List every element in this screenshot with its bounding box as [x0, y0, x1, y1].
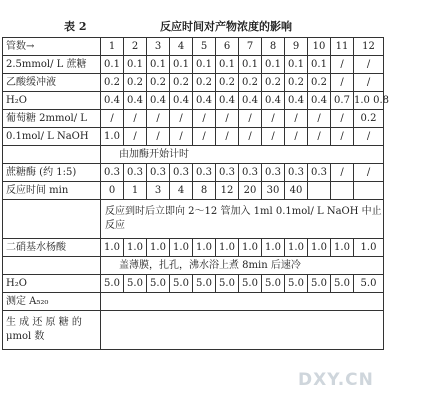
table-cell: /: [262, 128, 285, 146]
table-cell: /: [285, 110, 308, 128]
table-cell: 1.0: [124, 239, 147, 257]
table-cell: 1.0: [354, 239, 384, 257]
table-cell: 0.2: [262, 74, 285, 92]
table-cell: /: [216, 128, 239, 146]
col-header: 7: [239, 38, 262, 56]
table-cell: 0.1: [193, 56, 216, 74]
table-cell: 0.7: [331, 92, 354, 110]
table-cell: 5.0: [308, 275, 331, 293]
col-header: 6: [216, 38, 239, 56]
table-cell: 40: [285, 182, 308, 200]
table-row: [3, 128, 384, 146]
table-cell: 0.4: [170, 92, 193, 110]
watermark-logo: DXY.CN: [298, 370, 374, 390]
table-cell: 0.2: [101, 74, 124, 92]
table-cell: 5.0: [239, 275, 262, 293]
table-cell: /: [170, 110, 193, 128]
table-cell: /: [285, 128, 308, 146]
table-cell: 5.0: [331, 275, 354, 293]
table-cell: /: [354, 164, 384, 182]
table-cell: /: [262, 110, 285, 128]
table-cell: 0.3: [308, 164, 331, 182]
table-cell: 0.3: [216, 164, 239, 182]
table-row: [3, 146, 384, 164]
table-row: [3, 275, 384, 293]
table-cell: 4: [170, 182, 193, 200]
row-label: H₂O: [3, 92, 101, 110]
row-label: 葡萄糖 2mmol/ L: [3, 110, 101, 128]
table-cell: 0.1: [285, 56, 308, 74]
note-enzyme-timing: 由加酶开始计时: [101, 146, 384, 164]
row-label: 反应时间 min: [3, 182, 101, 200]
table-cell: 0.1: [101, 56, 124, 74]
table-cell: 0.4: [216, 92, 239, 110]
table-cell: 0.3: [170, 164, 193, 182]
header-row: [3, 38, 384, 56]
table-cell: /: [331, 74, 354, 92]
table-row: [3, 182, 384, 200]
table-row: [3, 239, 384, 257]
table-cell: /: [331, 56, 354, 74]
table-cell: /: [193, 110, 216, 128]
table-cell: 30: [262, 182, 285, 200]
table-cell: 1.0: [193, 239, 216, 257]
table-cell: 0.1: [147, 56, 170, 74]
row-label: 生 成 还 原 糖 的 μmol 数: [3, 311, 101, 350]
note-stop-reaction: 反应到时后立即向 2～12 管加入 1ml 0.1mol/ L NaOH 中止反应: [101, 200, 384, 239]
table-cell: /: [193, 128, 216, 146]
row-label: 测定 A₅₂₀: [3, 293, 101, 311]
table-cell: 0.4: [147, 92, 170, 110]
table-cell: 1.0: [101, 128, 124, 146]
table-cell: 0.4: [308, 92, 331, 110]
table-cell: 1.0: [308, 239, 331, 257]
row-label: 蔗糖酶 (约 1:5): [3, 164, 101, 182]
table-cell: 0.1: [308, 56, 331, 74]
table-cell: 0.3: [147, 164, 170, 182]
table-cell: /: [331, 128, 354, 146]
table-cell: 0.3: [124, 164, 147, 182]
table-cell: 5.0: [354, 275, 384, 293]
table-cell: 0.2: [170, 74, 193, 92]
table-cell: 0.3: [193, 164, 216, 182]
table-caption: [0, 18, 438, 34]
table-cell: 8: [193, 182, 216, 200]
table-cell: 0.1: [170, 56, 193, 74]
table-cell: 0.2: [308, 74, 331, 92]
col-header: 10: [308, 38, 331, 56]
table-cell: 0.2: [239, 74, 262, 92]
table-cell: 1.0: [331, 239, 354, 257]
table-cell: /: [331, 164, 354, 182]
col-header: 9: [285, 38, 308, 56]
col-header: 8: [262, 38, 285, 56]
row-label: 2.5mmol/ L 蔗糖: [3, 56, 101, 74]
table-cell: 1.0: [239, 239, 262, 257]
table-cell: /: [354, 74, 384, 92]
table-cell: /: [331, 110, 354, 128]
table-row: [3, 110, 384, 128]
col-header: 3: [147, 38, 170, 56]
table-cell: 20: [239, 182, 262, 200]
table-cell: /: [216, 110, 239, 128]
table-cell: 1.0: [101, 239, 124, 257]
row-label: 0.1mol/ L NaOH: [3, 128, 101, 146]
table-cell: 3: [147, 182, 170, 200]
col-header: 5: [193, 38, 216, 56]
table-row: [3, 311, 384, 350]
table-cell: 0.4: [124, 92, 147, 110]
table-cell: 1.0: [170, 239, 193, 257]
row-label-empty: [3, 146, 101, 164]
table-cell: /: [101, 110, 124, 128]
table-cell: 0.2: [354, 110, 384, 128]
table-cell: 5.0: [262, 275, 285, 293]
table-cell: 1.0: [262, 239, 285, 257]
row-label-empty: [3, 200, 101, 239]
table-cell: [308, 182, 331, 200]
table-cell: /: [308, 110, 331, 128]
table-cell: 1.0: [147, 239, 170, 257]
table-cell: 5.0: [285, 275, 308, 293]
table-cell: /: [124, 128, 147, 146]
empty-cell: [101, 293, 384, 311]
empty-cell: [101, 311, 384, 350]
table-cell: 0.4: [262, 92, 285, 110]
table-row: [3, 74, 384, 92]
table-cell: 0: [101, 182, 124, 200]
table-cell: 0.3: [285, 164, 308, 182]
col-header: 12: [354, 38, 384, 56]
table-cell: 0.2: [285, 74, 308, 92]
table-cell: 0.4: [239, 92, 262, 110]
col-header: 2: [124, 38, 147, 56]
table-cell: 0.2: [216, 74, 239, 92]
table-cell: 5.0: [170, 275, 193, 293]
table-cell: 0.4: [285, 92, 308, 110]
table-cell: 5.0: [124, 275, 147, 293]
table-row: [3, 56, 384, 74]
col-header: 11: [331, 38, 354, 56]
row-label: 乙酸缓冲液: [3, 74, 101, 92]
table-cell: 5.0: [101, 275, 124, 293]
table-cell: 0.1: [124, 56, 147, 74]
reaction-table: [2, 37, 389, 350]
row-label: H₂O: [3, 275, 101, 293]
table-row: [3, 164, 384, 182]
table-cell: 0.4: [101, 92, 124, 110]
table-cell: /: [354, 56, 384, 74]
table-cell: 0.3: [239, 164, 262, 182]
table-row: [3, 200, 384, 239]
table-cell: 5.0: [216, 275, 239, 293]
table-cell: /: [239, 128, 262, 146]
row-label-empty: [3, 257, 101, 275]
table-cell: 5.0: [193, 275, 216, 293]
table-cell: 0.3: [262, 164, 285, 182]
note-boil: 盖薄膜，扎孔，沸水浴上煮 8min 后速冷: [101, 257, 384, 275]
table-cell: /: [239, 110, 262, 128]
table-cell: /: [147, 110, 170, 128]
table-cell: 1.0: [216, 239, 239, 257]
table-cell: /: [308, 128, 331, 146]
table-cell: 0.3: [101, 164, 124, 182]
table-cell: 12: [216, 182, 239, 200]
table-cell: 0.2: [193, 74, 216, 92]
col-header: 1: [101, 38, 124, 56]
table-title: 反应时间对产物浓度的影响: [160, 20, 292, 33]
table-cell: [331, 182, 354, 200]
table-number: 表 2: [64, 20, 87, 33]
table-cell: 5.0: [147, 275, 170, 293]
header-label: 管数→: [3, 38, 101, 56]
table-cell: 0.4: [193, 92, 216, 110]
table-cell: /: [147, 128, 170, 146]
table-cell: 0.1: [216, 56, 239, 74]
table-cell: 0.2: [124, 74, 147, 92]
table-cell: 1.0 0.8: [354, 92, 384, 110]
table-row: [3, 92, 384, 110]
table-cell: /: [354, 128, 384, 146]
table-row: [3, 257, 384, 275]
table-cell: 0.1: [239, 56, 262, 74]
table-cell: 0.1: [262, 56, 285, 74]
table-cell: /: [170, 128, 193, 146]
table-cell: 1: [124, 182, 147, 200]
row-label: 二硝基水杨酸: [3, 239, 101, 257]
col-header: 4: [170, 38, 193, 56]
table-row: [3, 293, 384, 311]
table-cell: 0.2: [147, 74, 170, 92]
table-cell: [354, 182, 384, 200]
table-cell: 1.0: [285, 239, 308, 257]
table-cell: /: [124, 110, 147, 128]
